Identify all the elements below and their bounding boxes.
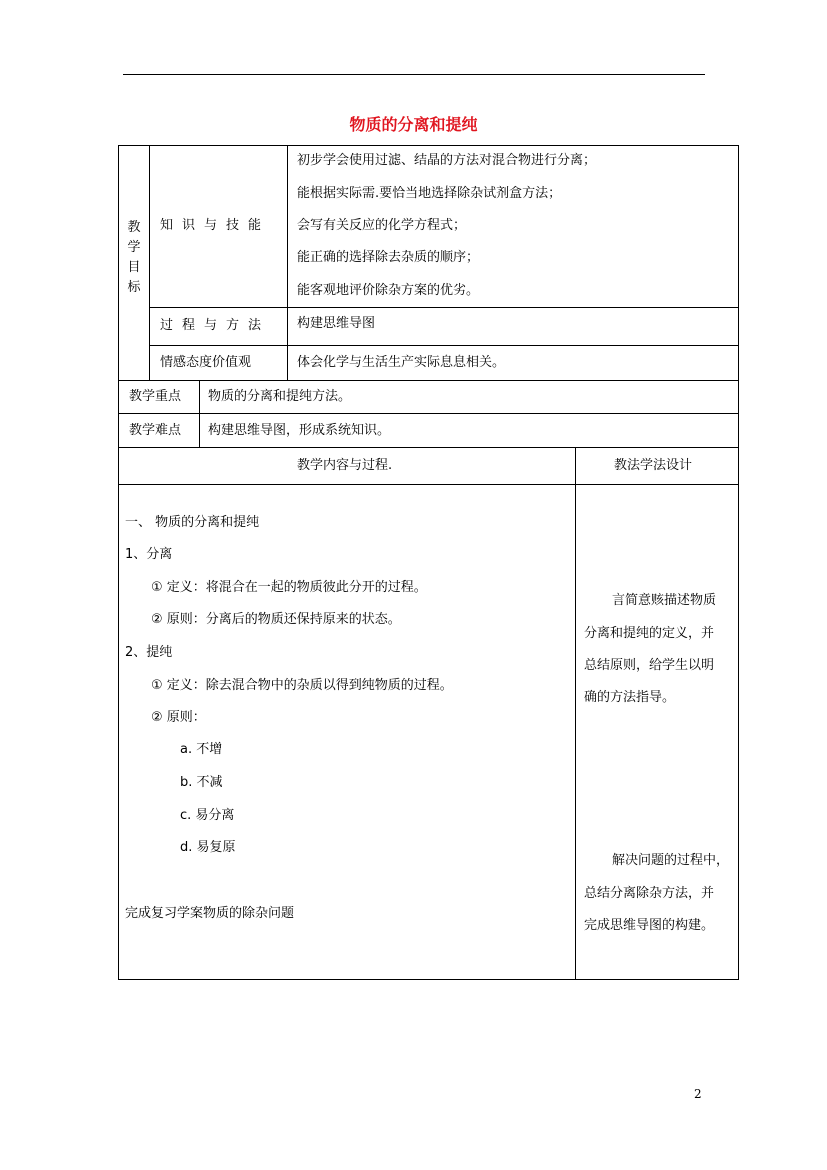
difficulty-label: 教学难点 [129,423,182,438]
method-text: 确的方法指导。 [584,690,676,705]
method-text: 分离和提纯的定义，并 [584,626,715,641]
divider [575,447,576,980]
process-value: 构建思维导图 [297,316,376,331]
list-item: ① 定义：除去混合物中的杂质以得到纯物质的过程。 [151,678,453,693]
knowledge-item: 能客观地评价除杂方案的优劣。 [297,283,480,298]
principle-item: a. 不增 [180,742,223,757]
content-header: 教学内容与过程. [297,458,393,473]
method-text: 完成思维导图的构建。 [584,918,715,933]
difficulty-value: 构建思维导图，形成系统知识。 [208,423,391,438]
section-heading: 一、 物质的分离和提纯 [125,515,260,530]
emotion-value: 体会化学与生活生产实际息息相关。 [297,355,506,370]
method-text: 总结分离除杂方法，并 [584,886,715,901]
list-item: ② 原则：分离后的物质还保持原来的状态。 [151,612,401,627]
method-text: 解决问题的过程中， [612,853,730,868]
objectives-label: 教 学 目 标 [127,220,141,295]
knowledge-item: 会写有关反应的化学方程式； [297,218,467,233]
header-rule [123,74,705,75]
knowledge-label: 知识与技能 [160,218,271,233]
divider [199,380,200,414]
divider [149,307,739,308]
content-footer: 完成复习学案物质的除杂问题 [125,906,295,921]
method-text: 总结原则，给学生以明 [584,658,715,673]
divider [149,345,739,346]
key-point-value: 物质的分离和提纯方法。 [208,389,352,404]
knowledge-item: 初步学会使用过滤、结晶的方法对混合物进行分离； [297,153,597,168]
page-title: 物质的分离和提纯 [349,115,478,134]
knowledge-item: 能根据实际需.要恰当地选择除杂试剂盒方法； [297,186,562,201]
emotion-label: 情感态度价值观 [160,355,252,370]
key-point-label: 教学重点 [129,389,182,404]
list-item: ① 定义：将混合在一起的物质彼此分开的过程。 [151,580,427,595]
divider [118,484,739,485]
subsection-heading: 2、提纯 [125,645,173,660]
method-header: 教法学法设计 [614,458,693,473]
method-text: 言简意赅描述物质 [612,593,717,608]
knowledge-item: 能正确的选择除去杂质的顺序； [297,250,480,265]
process-label: 过程与方法 [160,318,271,333]
subsection-heading: 1、分离 [125,547,173,562]
principle-item: c. 易分离 [180,808,235,823]
divider [199,413,200,448]
list-item: ② 原则： [151,710,206,725]
page-number: 2 [694,1087,702,1101]
principle-item: d. 易复原 [180,840,236,855]
principle-item: b. 不减 [180,775,223,790]
